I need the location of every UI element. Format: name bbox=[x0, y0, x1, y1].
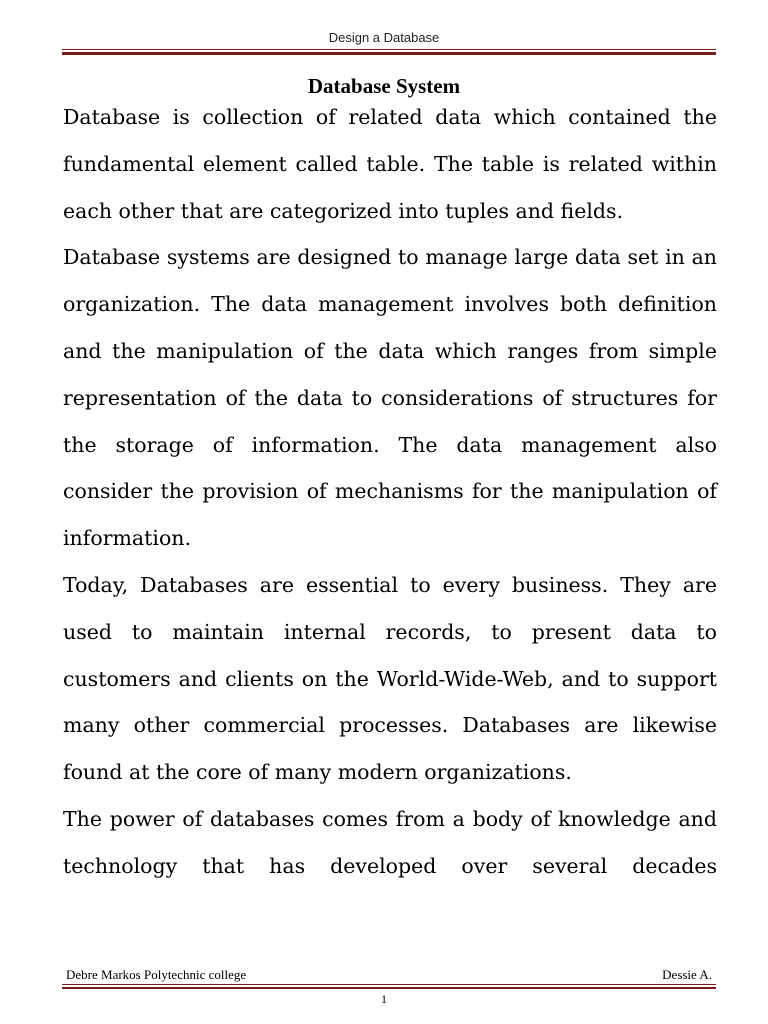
paragraph-1: Database is collection of related data which contained the fundamental element called table. The table is related within each other that are categorized into tuples and fields. bbox=[63, 105, 717, 223]
document-body bbox=[63, 94, 717, 890]
footer-rule-thin bbox=[62, 984, 716, 985]
paragraph-4: The power of databases comes from a body of knowledge and technology that has developed over several decades bbox=[63, 806, 717, 878]
running-header-title: Design a Database bbox=[328, 30, 440, 45]
footer-author: Dessie A. bbox=[662, 967, 712, 982]
document-title: Database System bbox=[307, 74, 461, 98]
footer-institution: Debre Markos Polytechnic college bbox=[66, 967, 247, 982]
footer-rule-thick bbox=[62, 987, 716, 989]
paragraph-3: Today, Databases are essential to every business. They are used to maintain internal records, to present data to customers and clients on the World-Wide-Web, and to support many other commercial processes. Databases are likewise found at the core of many modern organizations. bbox=[63, 572, 717, 785]
paragraph-2: Database systems are designed to manage large data set in an organization. The data management involves both definition and the manipulation of the data which ranges from simple representation of the data to considerations of structures for the storage of information. The data management also consider the provision of mechanisms for the manipulation of information. bbox=[63, 245, 717, 551]
header-rule-thin bbox=[62, 49, 716, 50]
header-rule-thick bbox=[62, 52, 716, 55]
page-number: 1 bbox=[381, 992, 387, 1006]
